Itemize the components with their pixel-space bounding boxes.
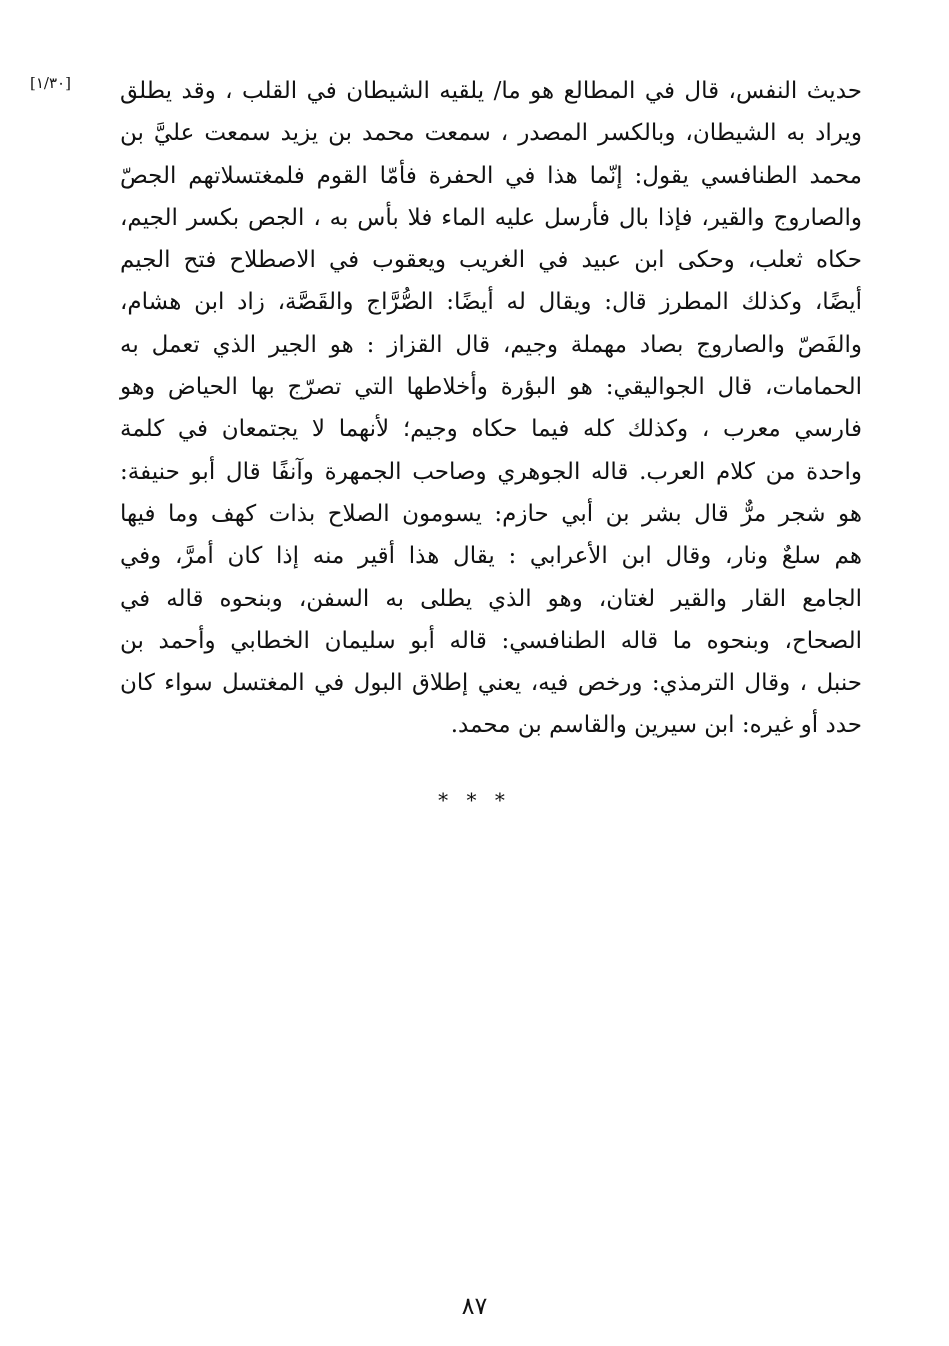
text-line: الصحاح، وبنحوه ما قاله الطنافسي: قاله أبو سليمان الخطابي وأحمد بن — [120, 627, 862, 654]
text-line: أيضًا، وكذلك المطرز قال: ويقال له أيضًا: الصُّرَّاج والقَصَّة، زاد ابن هشام، — [120, 289, 863, 316]
margin-reference: [١/٣٠] — [30, 74, 71, 92]
text-line: حدد أو غيره: ابن سيرين والقاسم بن محمد. — [450, 712, 862, 739]
body-text — [120, 70, 862, 747]
text-line: حكاه ثعلب، وحكى ابن عبيد في الغريب ويعقوب في الاصطلاح فتح الجيم — [120, 247, 862, 274]
text-line: محمد الطنافسي يقول: إنّما هذا في الحفرة فأمّا القوم فلمغتسلاتهم الجصّ — [120, 162, 862, 189]
text-line: الجامع القار والقير لغتان، وهو الذي يطلى به السفن، وبنحوه قاله في — [120, 585, 862, 612]
text-line: والفَصّ والصاروج بصاد مهملة وجيم، قال القزاز : هو الجير الذي تعمل به — [120, 331, 862, 358]
section-separator: * * * — [438, 788, 511, 812]
text-line: هم سلعٌ ونار، وقال ابن الأعرابي : يقال هذا أقير منه إذا كان أمرَّ، وفي — [120, 543, 862, 570]
page-number: ٨٧ — [461, 1292, 488, 1320]
text-line: فارسي معرب ، وكذلك كله فيما حكاه وجيم؛ لأنهما لا يجتمعان في كلمة — [120, 416, 862, 443]
text-line: ويراد به الشيطان، وبالكسر المصدر ، سمعت محمد بن يزيد سمعت عليَّ بن — [120, 120, 862, 147]
text-line: والصاروج والقير، فإذا بال فأرسل عليه الماء فلا بأس به ، الجص بكسر الجيم، — [120, 204, 862, 231]
text-line: واحدة من كلام العرب. قاله الجوهري وصاحب الجمهرة وآنفًا قال أبو حنيفة: — [120, 458, 862, 485]
text-line: حديث النفس، قال في المطالع هو ما/ يلقيه الشيطان في القلب ، وقد يطلق — [120, 78, 862, 104]
text-line: الحمامات، قال الجواليقي: هو البؤرة وأخلاطها التي تصرّج بها الحياض وهو — [120, 374, 862, 401]
text-line: هو شجر مرٌّ قال بشر بن أبي حازم: يسومون الصلاح بذات كهف وما فيها — [120, 500, 862, 527]
text-line: حنبل ، وقال الترمذي: ورخص فيه، يعني إطلاق البول في المغتسل سواء كان — [120, 670, 862, 697]
